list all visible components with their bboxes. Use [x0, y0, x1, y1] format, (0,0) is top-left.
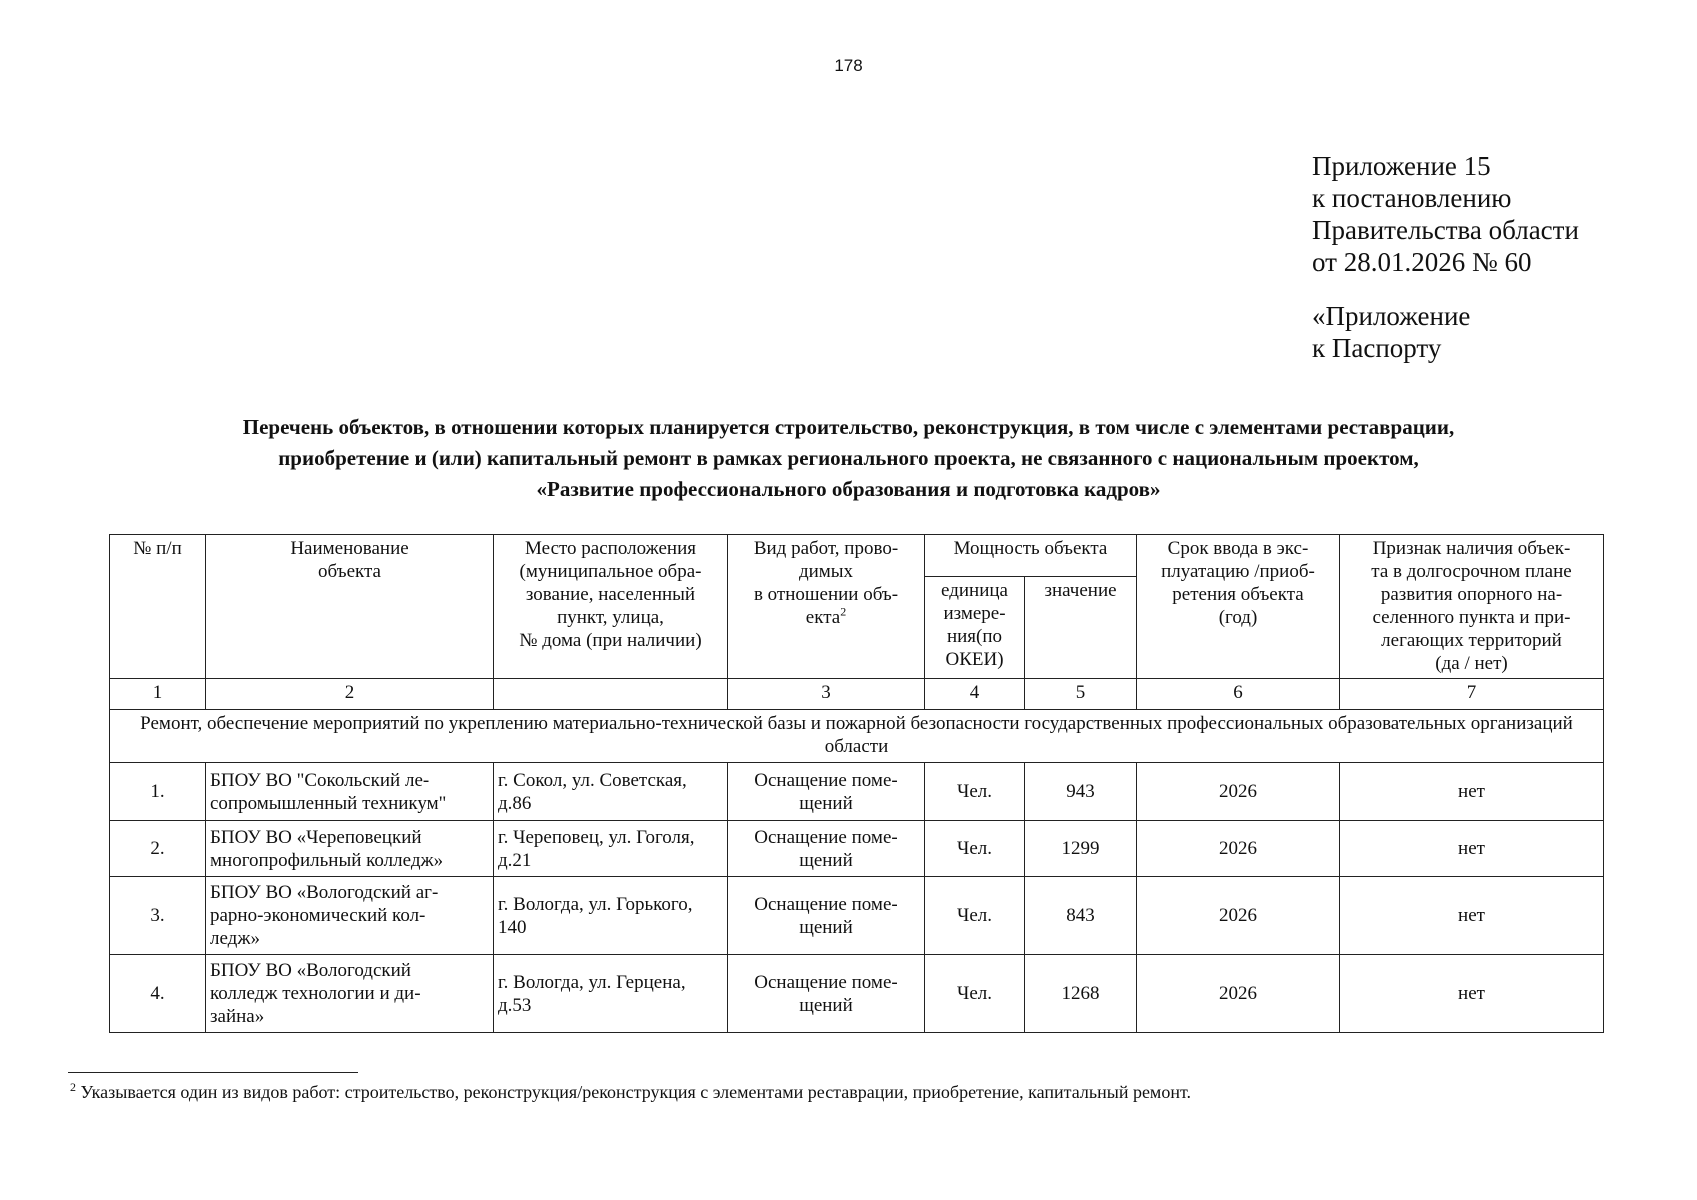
column-number: 7: [1340, 679, 1604, 710]
footnote-marker: 2: [70, 1080, 76, 1094]
column-number: [494, 679, 728, 710]
footnote-text: Указывается один из видов работ: строительство, реконструкция/реконструкция с элементами реставрации, приобретение, капитальный ремонт.: [80, 1082, 1191, 1102]
table-row: [110, 763, 1604, 821]
row-year: 2026: [1137, 821, 1340, 877]
footnote-separator: [68, 1072, 358, 1073]
footnote: [70, 1082, 1191, 1103]
row-sign: нет: [1340, 877, 1604, 955]
row-value: 943: [1025, 763, 1137, 821]
appendix-line: Приложение 15: [1312, 151, 1491, 181]
appendix-line: «Приложение: [1312, 301, 1471, 331]
row-location: г. Вологда, ул. Горького, 140: [494, 877, 728, 955]
column-number: 5: [1025, 679, 1137, 710]
row-unit: Чел.: [925, 763, 1025, 821]
table-row: [110, 877, 1604, 955]
header-location: Место расположения (муниципальное обра- зование, населенный пункт, улица, № дома (при наличии): [494, 535, 728, 679]
row-year: 2026: [1137, 763, 1340, 821]
row-location: г. Череповец, ул. Гоголя, д.21: [494, 821, 728, 877]
header-num: № п/п: [110, 535, 206, 679]
row-sign: нет: [1340, 955, 1604, 1033]
title-line: приобретение и (или) капитальный ремонт в рамках регионального проекта, не связанного с национальным проектом,: [278, 446, 1419, 470]
row-num: 1.: [110, 763, 206, 821]
row-num: 3.: [110, 877, 206, 955]
row-work-type: Оснащение поме- щений: [728, 763, 925, 821]
header-value: значение: [1025, 577, 1137, 679]
footnote-ref: 2: [840, 604, 847, 619]
appendix-line: от 28.01.2026 № 60: [1312, 247, 1532, 277]
row-name: БПОУ ВО "Сокольский ле- сопромышленный техникум": [206, 763, 494, 821]
row-name: БПОУ ВО «Вологодский аг- рарно-экономический кол- ледж»: [206, 877, 494, 955]
header-capacity: Мощность объекта: [925, 535, 1137, 577]
row-num: 4.: [110, 955, 206, 1033]
title-line: «Развитие профессионального образования и подготовка кадров»: [536, 477, 1161, 501]
column-numbers-row: [110, 679, 1604, 710]
row-year: 2026: [1137, 955, 1340, 1033]
header-sign: Признак наличия объек- та в долгосрочном плане развития опорного на- селенного пункта и при- легающих территорий (да / нет): [1340, 535, 1604, 679]
appendix-line: к постановлению: [1312, 183, 1512, 213]
header-work-type: Вид работ, прово- димых в отношении объ- екта$^2$: [728, 535, 925, 679]
row-unit: Чел.: [925, 877, 1025, 955]
row-name: БПОУ ВО «Череповецкий многопрофильный колледж»: [206, 821, 494, 877]
row-unit: Чел.: [925, 955, 1025, 1033]
row-unit: Чел.: [925, 821, 1025, 877]
section-row: [110, 710, 1604, 763]
appendix-block: [1312, 150, 1579, 364]
table-row: [110, 955, 1604, 1033]
row-year: 2026: [1137, 877, 1340, 955]
title-line: Перечень объектов, в отношении которых планируется строительство, реконструкция, в том числе с элементами реставрации,: [242, 415, 1455, 439]
row-location: г. Вологда, ул. Герцена, д.53: [494, 955, 728, 1033]
column-number: 2: [206, 679, 494, 710]
header-row: [110, 535, 1604, 577]
table-row: [110, 821, 1604, 877]
column-number: 3: [728, 679, 925, 710]
row-work-type: Оснащение поме- щений: [728, 877, 925, 955]
document-title: [60, 412, 1637, 505]
row-num: 2.: [110, 821, 206, 877]
objects-table: [109, 534, 1604, 1033]
header-name: Наименование объекта: [206, 535, 494, 679]
row-work-type: Оснащение поме- щений: [728, 955, 925, 1033]
appendix-line: Правительства области: [1312, 215, 1579, 245]
row-name: БПОУ ВО «Вологодский колледж технологии и ди- зайна»: [206, 955, 494, 1033]
row-value: 843: [1025, 877, 1137, 955]
appendix-line: к Паспорту: [1312, 333, 1442, 363]
header-term: Срок ввода в экс- плуатацию /приоб- ретения объекта (год): [1137, 535, 1340, 679]
page-number: 178: [834, 56, 863, 75]
column-number: 4: [925, 679, 1025, 710]
section-title: Ремонт, обеспечение мероприятий по укреплению материально-технической базы и пожарной безопасности государственных профессиональных образовательных организаций области: [110, 710, 1604, 763]
row-value: 1299: [1025, 821, 1137, 877]
column-number: 1: [110, 679, 206, 710]
row-sign: нет: [1340, 821, 1604, 877]
header-unit: единица измере- ния(по ОКЕИ): [925, 577, 1025, 679]
row-work-type: Оснащение поме- щений: [728, 821, 925, 877]
column-number: 6: [1137, 679, 1340, 710]
row-value: 1268: [1025, 955, 1137, 1033]
row-sign: нет: [1340, 763, 1604, 821]
row-location: г. Сокол, ул. Советская, д.86: [494, 763, 728, 821]
